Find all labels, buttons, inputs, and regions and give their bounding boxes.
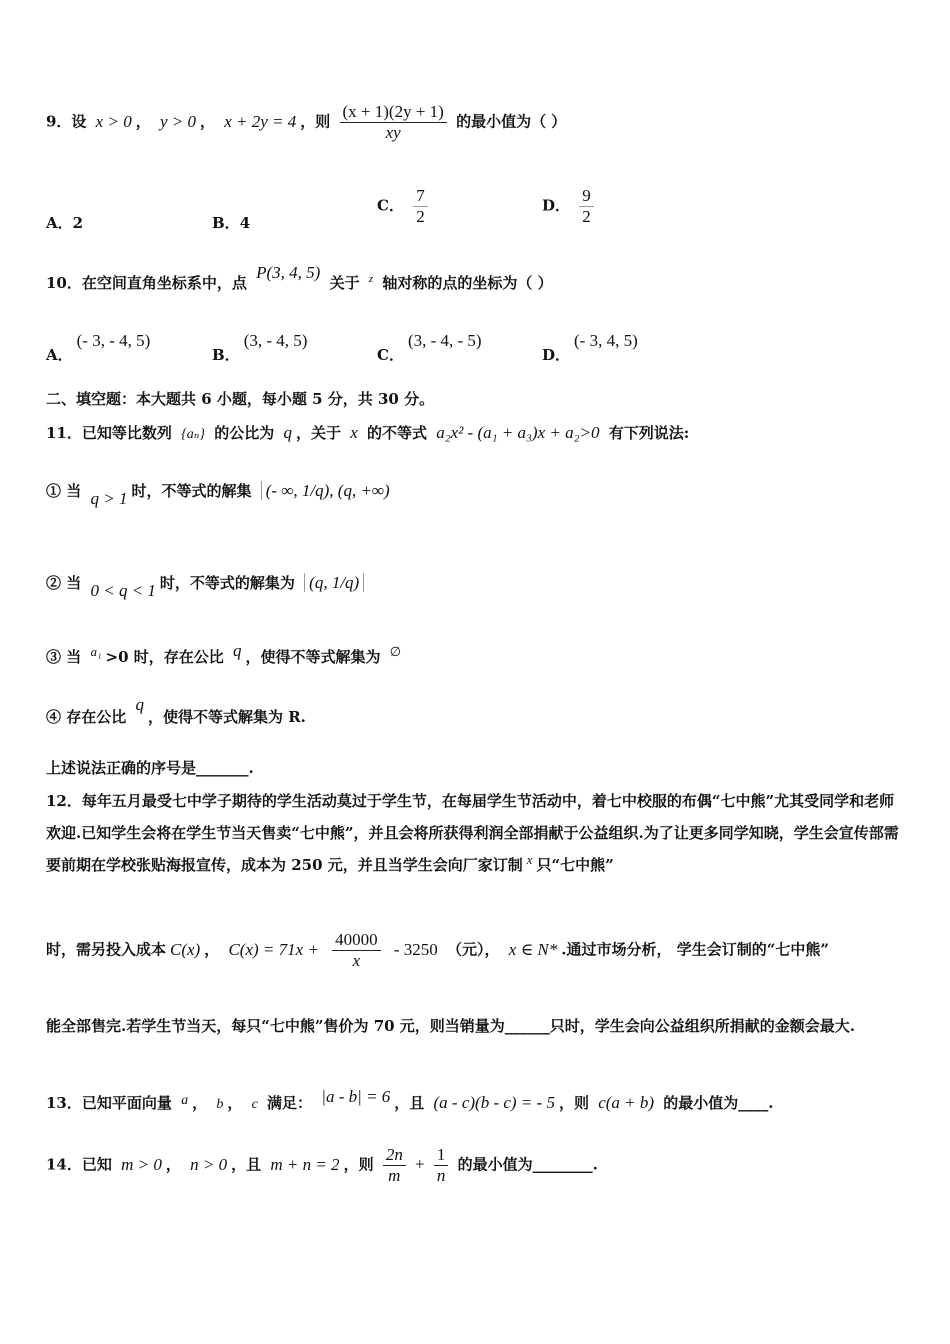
q11-statement-2: ② 当 0 < q < 1 时，不等式的解集为 (q, 1/q) — [46, 572, 368, 593]
q12-formula: C(x) = 71x + — [228, 939, 319, 959]
q10-option-a[interactable]: A．(- 3, - 4, 5) — [46, 331, 151, 364]
q12-cost-line: 时，需另投入成本 C(x) ， C(x) = 71x + $\frac{40000}{x}$ - 3250 （元）， x ∈ N* .通过市场分析， 学生会订制的“七中熊” — [46, 930, 829, 970]
q9-stem: 9．设 x > 0 ， y > 0 ， x + 2y = 4 ，则 $\frac{(x + 1)(2y + 1)}{xy}$ 的最小值为（ ） — [46, 102, 567, 142]
q11-statement-3: ③ 当 a₁ >0 时，存在公比 q ，使得不等式解集为 ∅ — [46, 641, 402, 666]
q10-point: P(3, 4, 5) — [256, 263, 321, 282]
q9-cond-x: x > 0 — [95, 111, 132, 131]
q12-paragraph-3[interactable]: 能全部售完.若学生节当天，每只“七中熊”售价为 70 元，则当销量为______只时，学生会向公益组织所捐献的金额会最大. — [46, 1017, 856, 1035]
q10-stem: 10．在空间直角坐标系中，点 P(3, 4, 5) 关于 $^z$ 轴对称的点的坐标为（ ） — [46, 263, 553, 292]
q9-cond-y: y > 0 — [159, 111, 196, 131]
q10-option-d[interactable]: D．(- 3, 4, 5) — [542, 331, 638, 364]
q12-paragraph-1: 12．每年五月最受七中学子期待的学生活动莫过于学生节，在每届学生节活动中，着七中校服的布偶“七中熊”尤其受同学和老师欢迎.已知学生会将在学生节当天售卖“七中熊”，并且会将所获得利润全部捐献于公益组织.为了让更多同学知晓，学生会宣传部需要前期在学校张贴海报宣传，成本为 250 元，并且当学生会向厂家订制 x 只“七中熊” — [46, 792, 899, 874]
q10-option-c[interactable]: C．(3, - 4, - 5) — [377, 331, 482, 364]
q11-statement-4: ④ 存在公比 q，使得不等式解集为 R. — [46, 695, 306, 726]
q11-inequality: a₂x² - (a₁ + a₃)x + a₂>0 — [436, 423, 600, 442]
q11-ask[interactable]: 上述说法正确的序号是_______. — [46, 759, 254, 777]
q11-statement-1: ① 当 q > 1 时，不等式的解集 (- ∞, 1/q), (q, +∞) — [46, 481, 390, 508]
q9-option-c[interactable]: C． $\frac{7}{2}$ — [377, 186, 432, 227]
q11-stem: 11．已知等比数列 {aₙ} 的公比为 q ，关于 x 的不等式 a₂x² - (a₁ + a₃)x + a₂>0 有下列说法: — [46, 423, 690, 442]
q9-ask: 的最小值为（ ） — [456, 112, 567, 131]
q9-option-a[interactable]: A．2 — [46, 214, 84, 232]
q9-fraction: $\frac{(x + 1)(2y + 1)}{xy}$ — [340, 102, 447, 143]
q9-cond-sum: x + 2y = 4 — [224, 111, 297, 131]
q14-stem: 14．已知 m > 0 ， n > 0 ，且 m + n = 2 ，则 $\frac{2n}{m}$ + $\frac{1}{n}$ 的最小值为________. — [46, 1145, 598, 1185]
section-heading: 二、填空题：本大题共 6 小题，每小题 5 分，共 30 分。 — [46, 390, 435, 408]
q10-option-b[interactable]: B．(3, - 4, 5) — [212, 331, 308, 364]
q9-number: 9．设 — [46, 112, 87, 131]
q9-option-b[interactable]: B．4 — [212, 214, 251, 232]
empty-set-symbol: ∅ — [389, 644, 402, 659]
q9-option-d[interactable]: D． $\frac{9}{2}$ — [542, 186, 598, 227]
q13-stem: 13．已知平面向量 a ， b ， c 满足： |a - b| = 6 ，且 (a - c)(b - c) = - 5 ，则 c(a + b) 的最小值为____. — [46, 1087, 774, 1112]
